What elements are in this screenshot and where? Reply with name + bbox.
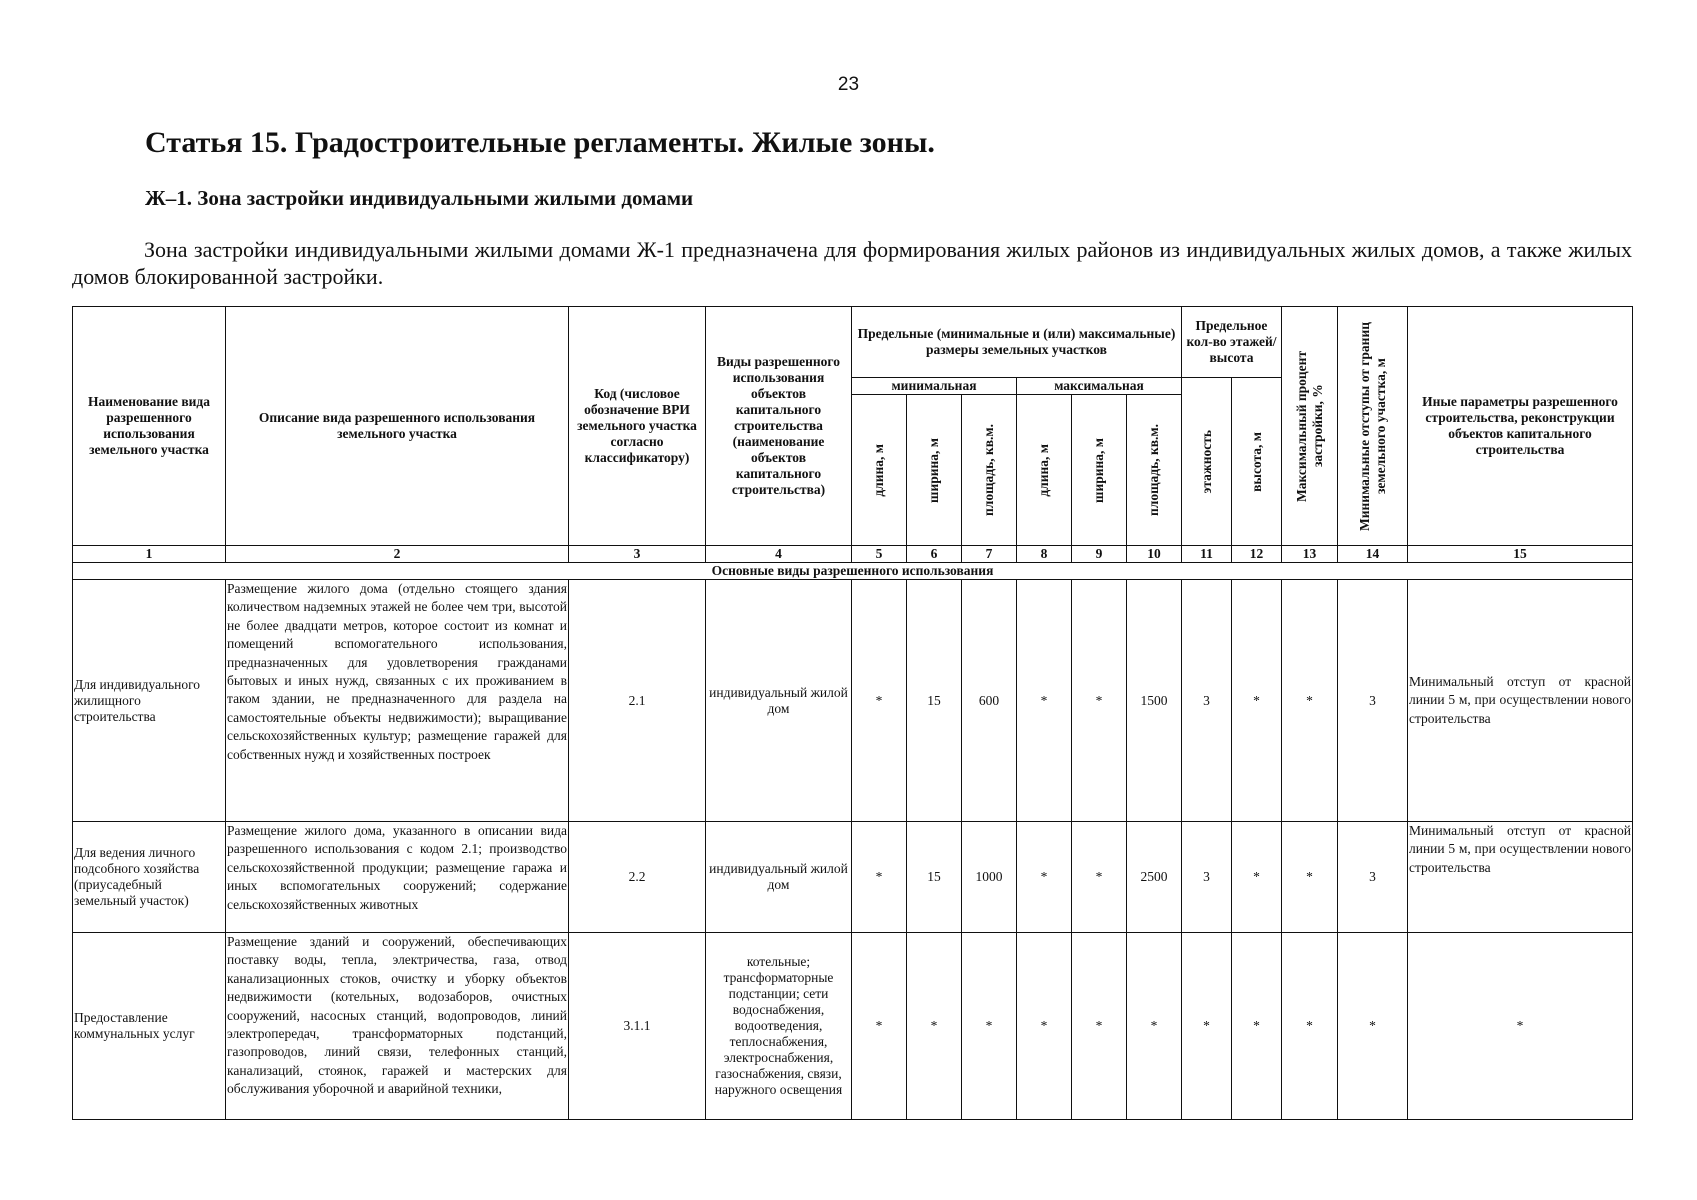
article-title: Статья 15. Градостроительные регламенты. Жилые зоны.: [145, 126, 935, 159]
table-row: [73, 933, 1633, 1120]
column-number: 3: [569, 546, 706, 563]
header-max-area: площадь, кв.м.: [1127, 395, 1182, 546]
regulations-table: [72, 306, 1633, 1120]
max-area: 1500: [1127, 580, 1182, 822]
min-width: 15: [907, 580, 962, 822]
object-type: котельные; трансформаторные подстанции; сети водоснабжения, водоотведения, теплоснабжения, электроснабжения, газоснабжения, связи, наружного освещения: [706, 933, 852, 1120]
max-area: 2500: [1127, 822, 1182, 933]
column-number: 14: [1338, 546, 1408, 563]
page-number: 23: [837, 74, 860, 95]
header-max-width: ширина, м: [1072, 395, 1127, 546]
coverage: *: [1282, 580, 1338, 822]
header-min: минимальная: [852, 378, 1017, 395]
object-type: индивидуальный жилой дом: [706, 580, 852, 822]
min-area: *: [962, 933, 1017, 1120]
floors: *: [1182, 933, 1232, 1120]
min-length: *: [852, 822, 907, 933]
column-number: 2: [226, 546, 569, 563]
header-coverage: Максимальный процент застройки, %: [1282, 307, 1338, 546]
column-number: 6: [907, 546, 962, 563]
header-object-type: Виды разрешенного использования объектов капитального строительства (наименование объектов капитального строительства): [706, 307, 852, 546]
coverage: *: [1282, 933, 1338, 1120]
header-max: максимальная: [1017, 378, 1182, 395]
zone-subtitle: Ж–1. Зона застройки индивидуальными жилыми домами: [145, 186, 694, 210]
header-description: Описание вида разрешенного использования земельного участка: [226, 307, 569, 546]
column-number: 11: [1182, 546, 1232, 563]
use-code: 2.2: [569, 822, 706, 933]
use-name: Для ведения личного подсобного хозяйства (приусадебный земельный участок): [73, 822, 226, 933]
setback: 3: [1338, 822, 1408, 933]
other-params: Минимальный отступ от красной линии 5 м, при осуществлении нового строительства: [1408, 580, 1633, 822]
header-row-1: [73, 307, 1633, 378]
column-number: 5: [852, 546, 907, 563]
min-length: *: [852, 580, 907, 822]
use-code: 3.1.1: [569, 933, 706, 1120]
other-params: Минимальный отступ от красной линии 5 м, при осуществлении нового строительства: [1408, 822, 1633, 933]
setback: 3: [1338, 580, 1408, 822]
header-code: Код (числовое обозначение ВРИ земельного участка согласно классификатору): [569, 307, 706, 546]
other-params: *: [1408, 933, 1633, 1120]
setback: *: [1338, 933, 1408, 1120]
use-code: 2.1: [569, 580, 706, 822]
column-number: 8: [1017, 546, 1072, 563]
column-number: 4: [706, 546, 852, 563]
coverage: *: [1282, 822, 1338, 933]
max-length: *: [1017, 933, 1072, 1120]
floors: 3: [1182, 580, 1232, 822]
header-max-length: длина, м: [1017, 395, 1072, 546]
min-width: *: [907, 933, 962, 1120]
object-type: индивидуальный жилой дом: [706, 822, 852, 933]
header-setback: Минимальные отступы от границ земельного участка, м: [1338, 307, 1408, 546]
min-width: 15: [907, 822, 962, 933]
column-number: 12: [1232, 546, 1282, 563]
use-description: Размещение жилого дома (отдельно стоящего здания количеством надземных этажей не более чем три, высотой не более двадцати метров, которое состоит из комнат и помещений вспомогательного использования, предназначенных для удовлетворения гражданами бытовых и иных нужд, связанных с их проживанием в таком здании, не предназначенного для раздела на самостоятельные объекты недвижимости); выращивание сельскохозяйственных культур; размещение гаражей для собственных нужд и хозяйственных построек: [226, 580, 569, 822]
max-width: *: [1072, 580, 1127, 822]
min-area: 1000: [962, 822, 1017, 933]
column-number: 7: [962, 546, 1017, 563]
floors: 3: [1182, 822, 1232, 933]
max-width: *: [1072, 933, 1127, 1120]
max-width: *: [1072, 822, 1127, 933]
header-limits: Предельные (минимальные и (или) максимальные) размеры земельных участков: [852, 307, 1182, 378]
header-floors-group: Предельное кол-во этажей/ высота: [1182, 307, 1282, 378]
column-number: 10: [1127, 546, 1182, 563]
height: *: [1232, 933, 1282, 1120]
table-row: [73, 580, 1633, 822]
header-min-area: площадь, кв.м.: [962, 395, 1017, 546]
use-description: Размещение жилого дома, указанного в описании вида разрешенного использования с кодом 2.1; производство сельскохозяйственной продукции; размещение гаража и иных вспомогательных сооружений; содержание сельскохозяйственных животных: [226, 822, 569, 933]
intro-paragraph: Зона застройки индивидуальными жилыми домами Ж-1 предназначена для формирования жилых районов из индивидуальных жилых домов, а также жилых домов блокированной застройки.: [72, 237, 1632, 289]
height: *: [1232, 822, 1282, 933]
column-number-row: [73, 546, 1633, 563]
use-description: Размещение зданий и сооружений, обеспечивающих поставку воды, тепла, электричества, газа, отвод канализационных стоков, очистку и уборку объектов недвижимости (котельных, водозаборов, очистных сооружений, насосных станций, водопроводов, линий электропередач, трансформаторных подстанций, газопроводов, линий связи, телефонных станций, канализаций, стоянок, гаражей и мастерских для обслуживания уборочной и аварийной техники,: [226, 933, 569, 1120]
min-length: *: [852, 933, 907, 1120]
max-length: *: [1017, 822, 1072, 933]
table-row: [73, 822, 1633, 933]
header-floors: этажность: [1182, 378, 1232, 546]
use-name: Предоставление коммунальных услуг: [73, 933, 226, 1120]
section-title: Основные виды разрешенного использования: [73, 563, 1633, 580]
header-other: Иные параметры разрешенного строительства, реконструкции объектов капитального строительства: [1408, 307, 1633, 546]
column-number: 13: [1282, 546, 1338, 563]
use-name: Для индивидуального жилищного строительства: [73, 580, 226, 822]
max-length: *: [1017, 580, 1072, 822]
header-name: Наименование вида разрешенного использования земельного участка: [73, 307, 226, 546]
height: *: [1232, 580, 1282, 822]
max-area: *: [1127, 933, 1182, 1120]
header-min-width: ширина, м: [907, 395, 962, 546]
header-height: высота, м: [1232, 378, 1282, 546]
min-area: 600: [962, 580, 1017, 822]
column-number: 1: [73, 546, 226, 563]
section-row: [73, 563, 1633, 580]
column-number: 9: [1072, 546, 1127, 563]
column-number: 15: [1408, 546, 1633, 563]
header-min-length: длина, м: [852, 395, 907, 546]
